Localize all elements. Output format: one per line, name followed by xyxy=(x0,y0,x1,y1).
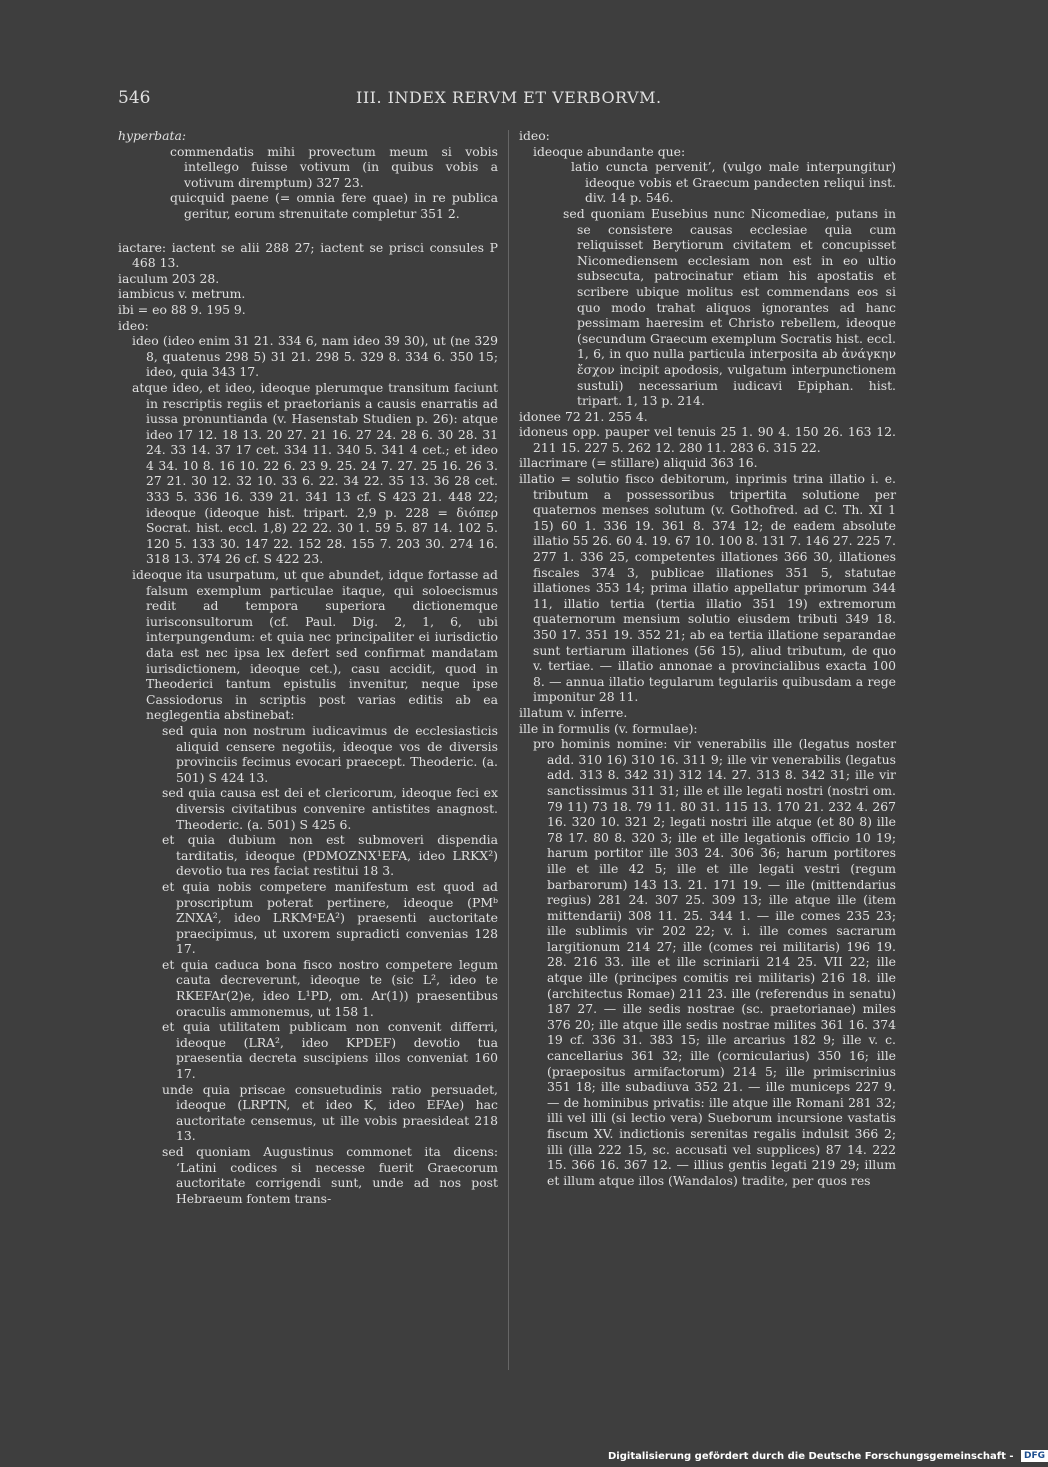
column-divider xyxy=(508,130,509,1370)
index-entry: illatum v. inferre. xyxy=(519,704,628,720)
index-entry: et quia utilitatem publicam non convenit differri, ideoque (LRA², ideo KPDEF) devotio tua praesentia decreta suscipiens illos conveniat 160 17. xyxy=(162,1019,498,1082)
index-entry: commendatis mihi provectum meum si vobis intellego fuisse votivum (in quibus vobis a votivum diremptum) 327 23. xyxy=(170,143,498,190)
index-entry xyxy=(118,226,498,240)
index-entry: ille in formulis (v. formulae): xyxy=(519,720,698,736)
page-header xyxy=(118,88,893,118)
index-entry: et quia caduca bona fisco nostro competere legum cauta decreverunt, ideoque te (sic L², ideo te RKEFAr(2)e, ideo L¹PD, om. Ar(1)) praesentibus oraculis ammonemus, ut 158 1. xyxy=(162,956,498,1019)
index-entry: sed quia non nostrum iudicavimus de ecclesiasticis aliquid censere negotiis, ideoque vos de diversis provinciis fecimus evocari praecept. Theoderic. (a. 501) S 424 13. xyxy=(162,722,498,785)
index-entry: sed quoniam Eusebius nunc Nicomediae, putans in se consistere causas ecclesiae quia cum reliquisset Berytiorum civitatem et concupisset Nicomediensem ecclesiam non est in eo ultio subsecuta, patrocinatur etiam his apostatis et scribere ubique molitus est commendans eos si quo modo trahat aliquos ignorantes ad hanc pessimam haeresim et Christo rebellem, ideoque (secundum Graecum exemplum Socratis hist. eccl. 1, 6, in quo nulla particula interposita ab ἀνάγκην ἔσχον incipit apodosis, vulgatum interpunctionem sustuli) necessarium iudicavi Epiphan. hist. tripart. 1, 13 p. 214. xyxy=(563,205,896,409)
page-number: 546 xyxy=(118,88,151,108)
index-entry: latio cuncta pervenit’, (vulgo male interpungitur) ideoque vobis et Graecum pandecten reliqui inst. div. 14 p. 546. xyxy=(571,159,896,206)
left-column xyxy=(118,128,498,1206)
index-entry: ibi = eo 88 9. 195 9. xyxy=(118,301,246,317)
index-entry: iaculum 203 28. xyxy=(118,270,220,286)
index-entry: illatio = solutio fisco debitorum, inprimis trina illatio i. e. tributum a possessoribus tripertita solutione per quaternos menses solutum (v. Gothofred. ad C. Th. XI 1 15) 60 1. 336 19. 361 8. 374 12; de eadem absolute illatio 55 26. 60 4. 19. 67 10. 100 8. 131 7. 146 27. 225 7. 277 1. 336 25, competentes illationes 366 30, illationes fiscales 374 3, publicae illationes 351 5, statutae illationes 353 14; prima illatio appellatur primorum 344 11, illatio tertia (tertia illatio 351 19) extremorum quaternorum mensium solutio eiusdem tributi 349 18. 350 17. 351 19. 352 21; ab ea tertia illatione separandae sunt tertiarum illationes (56 15), aliud tributum, de quo v. tertiae. — illatio annonae a provincialibus exacta 100 8. — annua illatio tegularum tegulariis quibusdam a rege imponitur 28 11. xyxy=(519,471,896,705)
index-entry: ideo: xyxy=(118,317,149,333)
index-entry: atque ideo, et ideo, ideoque plerumque transitum faciunt in rescriptis regiis et praetorianis a causis enarratis ad iussa pronuntianda (v. Hasenstab Studien p. 26): atque ideo 17 12. 18 13. 20 27. 21 16. 27 24. 28 6. 30 28. 31 24. 33 14. 37 17 cet. 334 11. 340 5. 341 4 cet.; et ideo 4 34. 10 8. 16 10. 22 6. 23 9. 25. 24 7. 27. 25 16. 26 3. 27 21. 30 12. 32 10. 33 6. 22. 34 22. 35 13. 36 28 cet. 333 5. 336 16. 339 21. 341 13 cf. S 423 21. 448 22; ideoque (ideoque hist. tripart. 2,9 p. 228 = διόπερ Socrat. hist. eccl. 1,8) 22 22. 30 1. 59 5. 87 14. 102 5. 120 5. 133 30. 147 22. 152 28. 155 7. 203 30. 274 16. 318 13. 374 26 cf. S 422 23. xyxy=(132,379,498,567)
index-entry: ideoque ita usurpatum, ut que abundet, idque fortasse ad falsum exemplum particulae itaque, qui soloecismus redit ad tempora superiora dictionemque iurisconsultorum (cf. Paul. Dig. 2, 1, 6, ubi interpungendum: et quia nec principaliter ei iurisdictio data est nec ipsa lex defert sed confirmat mandatam iurisdictionem, ideoque cet.), casu accidit, quod in Theoderici tantum epistulis invenitur, neque ipse Cassiodorus in scriptis post varias editis ab ea neglegentia abstinebat: xyxy=(132,567,498,723)
index-entry: sed quia causa est dei et clericorum, ideoque feci ex diversis civitatibus convenire antistites anagnost. Theoderic. (a. 501) S 425 6. xyxy=(162,785,498,832)
index-entry: ideo (ideo enim 31 21. 334 6, nam ideo 39 30), ut (ne 329 8, quatenus 298 5) 31 21. 298 5. 329 8. 334 6. 350 15; ideo, quia 343 17. xyxy=(132,333,498,380)
dfg-logo: DFG xyxy=(1021,1450,1048,1462)
right-column xyxy=(519,128,896,1188)
index-entry: iambicus v. metrum. xyxy=(118,286,246,302)
index-entry: ideo: xyxy=(519,128,550,143)
index-entry: ideoque abundante que: xyxy=(533,143,686,159)
index-entry: idonee 72 21. 255 4. xyxy=(519,408,648,424)
index-entry: et quia nobis competere manifestum est quod ad proscriptum poterat pertinere, ideoque (PMᵇ ZNXA², ideo LRKMᵃEA²) praesenti auctoritate praecipimus, ut uxorem supradicti convenias 128 17. xyxy=(162,878,498,957)
index-entry: illacrimare (= stillare) aliquid 363 16. xyxy=(519,455,758,471)
running-title: III. INDEX RERVM ET VERBORVM. xyxy=(356,88,662,107)
index-entry: idoneus opp. pauper vel tenuis 25 1. 90 4. 150 26. 163 12. 211 15. 227 5. 262 12. 280 11. 283 6. 315 22. xyxy=(519,424,896,455)
index-entry: et quia dubium non est submoveri dispendia tarditatis, ideoque (PDMOZNX¹EFA, ideo LRKX²) devotio tua res faciat restitui 18 3. xyxy=(162,832,498,879)
index-entry: sed quoniam Augustinus commonet ita dicens: ‘Latini codices si necesse fuerit Graecorum auctoritate corrigendi sunt, unde ad nos post Hebraeum fontem trans- xyxy=(162,1144,498,1206)
index-entry: iactare: iactent se alii 288 27; iactent se prisci consules P 468 13. xyxy=(118,239,498,271)
funding-note: Digitalisierung gefördert durch die Deutsche Forschungsgemeinschaft - xyxy=(608,1451,1014,1462)
footer xyxy=(608,1450,1048,1462)
index-entry: hyperbata: xyxy=(118,128,187,143)
index-entry: quicquid paene (= omnia fere quae) in re publica geritur, eorum strenuitate completur 351 2. xyxy=(170,190,498,221)
index-entry: pro hominis nomine: vir venerabilis ille (legatus noster add. 310 16) 310 16. 311 9; ille vir venerabilis (legatus add. 313 8. 342 31) 312 14. 27. 313 8. 342 31; ille vir sanctissimus 311 31; ille et ille legati nostri (nostri om. 79 11) 73 18. 79 11. 80 31. 115 13. 170 21. 232 4. 267 16. 320 10. 321 2; legati nostri ille atque (et 80 8) ille 78 17. 80 8. 320 3; ille et ille legationis officio 10 19; harum portitor ille 303 24. 306 36; harum portitores ille et ille 42 5; ille et ille legati vestri (regum barbarorum) 143 13. 21. 171 19. — ille (mittendarius regius) 281 24. 307 25. 309 13; ille atque ille (item mittendarii) 308 11. 25. 344 1. — ille comes 235 23; ille sublimis vir 202 22; v. i. ille comes sacrarum largitionum 214 27; ille (comes rei militaris) 196 19. 28. 216 33. ille et ille scriniarii 214 25. VII 22; ille atque ille (principes comitis rei militaris) 216 18. ille (architectus Romae) 211 23. ille (referendus in senatu) 187 27. — ille sedis nostrae (sc. praetorianae) miles 376 20; ille atque ille sedis nostrae milites 361 16. 374 19 cf. 336 31. 383 15; ille arcarius 182 9; ille v. c. cancellarius 361 32; ille (cornicularius) 350 16; ille (praepositus armifactorum) 214 5; ille primiscrinius 351 18; ille subadiuva 352 21. — ille municeps 227 9. — de hominibus privatis: ille atque ille Romani 281 32; illi vel illi (si lectio vera) Sueborum incursione vastatis fiscum XV. indictionis serenitas regalis indulsit 366 2; illi (illa 222 15, sc. accusati vel supplices) 87 14. 222 15. 366 16. 367 12. — illius gentis legati 219 29; illum et illum atque illos (Wandalos) tradite, per quos res xyxy=(533,736,896,1188)
index-entry: unde quia priscae consuetudinis ratio persuadet, ideoque (LRPTN, et ideo K, ideo EFAe) hac auctoritate censemus, ut ille vobis praesideat 218 13. xyxy=(162,1081,498,1144)
